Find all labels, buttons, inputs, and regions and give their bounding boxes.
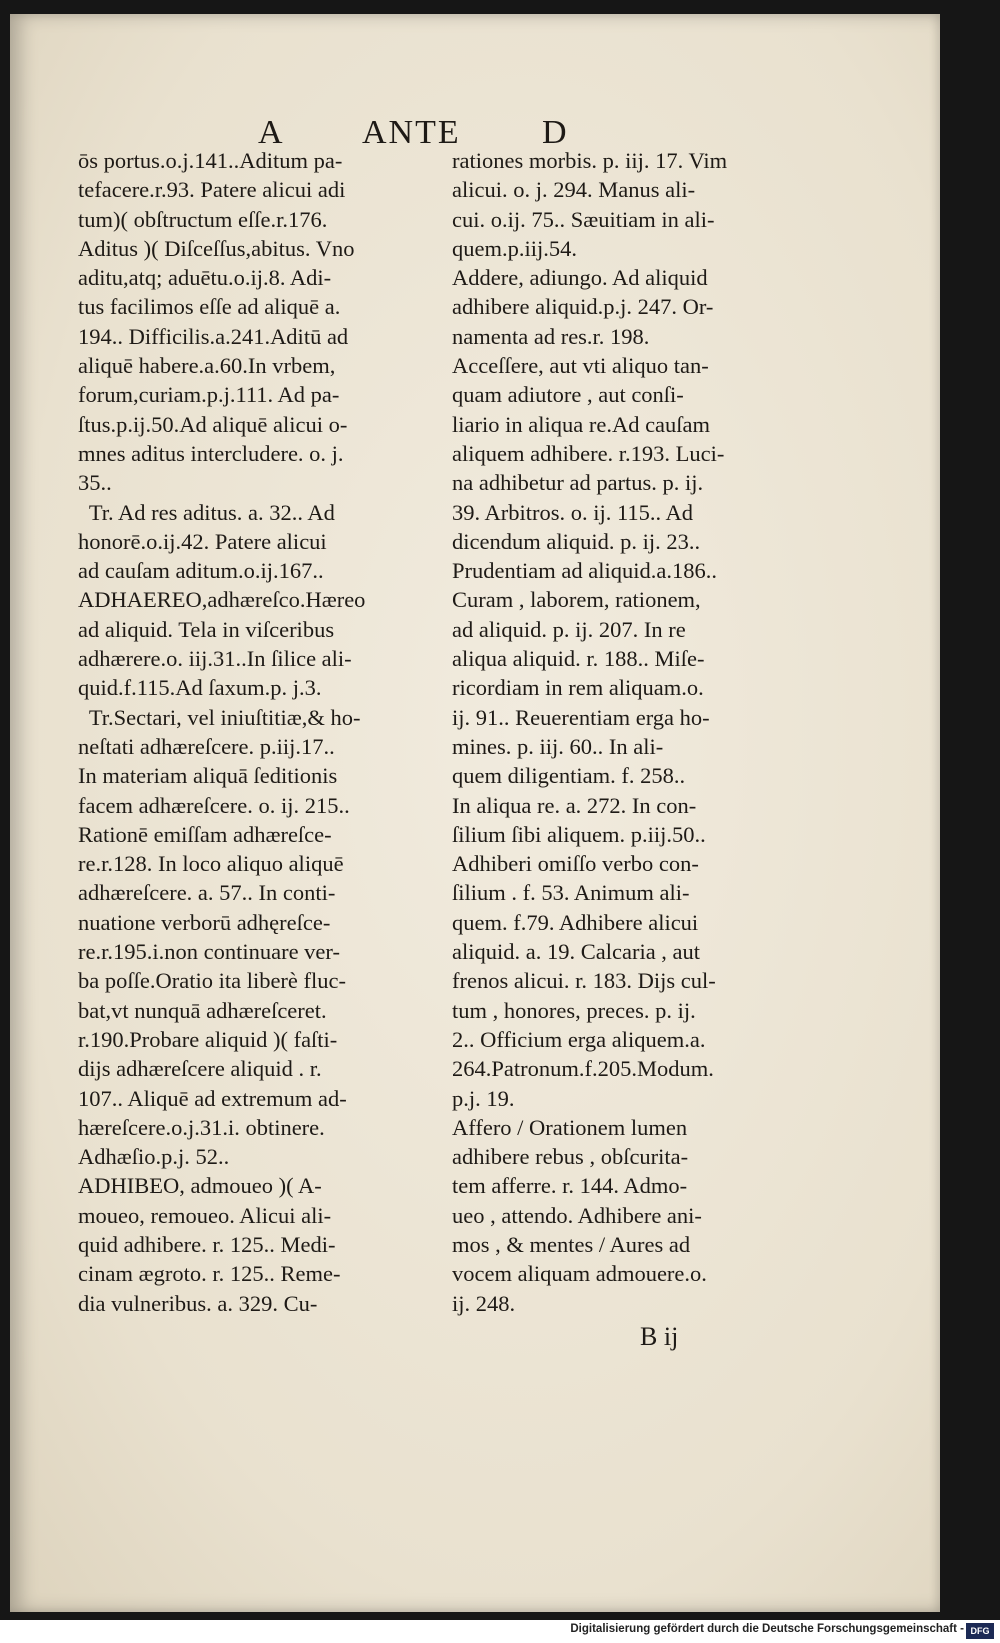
text-line: In materiam aliquā ſeditionis [78,763,338,789]
text-line: tum)( obſtructum eſſe.r.176. [78,206,328,232]
text-line: adhæreſcere. a. 57.. In conti- [78,880,336,906]
text-line: Rationē emiſſam adhæreſce- [78,821,332,847]
text-line: 35.. [78,470,112,496]
text-line: ADHAEREO,adhæreſco.Hæreo [78,587,366,613]
text-line: Addere, adiungo. Ad aliquid [452,265,708,291]
text-line: re.r.195.i.non continuare ver- [78,939,340,965]
text-line: forum,curiam.p.j.111. Ad pa- [78,382,340,408]
signature-mark: B ij [640,1322,679,1351]
text-line: quem. f.79. Adhibere alicui [452,909,699,935]
text-line: ueo , attendo. Adhibere ani- [452,1202,702,1228]
text-line: ADHIBEO, admoueo )( A- [78,1173,322,1199]
text-line: aliquē habere.a.60.In vrbem, [78,353,336,379]
text-line: Tr. Ad res aditus. a. 32.. Ad [78,499,335,525]
text-line: r.190.Probare aliquid )( faſti- [78,1026,338,1052]
text-line: hæreſcere.o.j.31.i. obtinere. [78,1114,325,1140]
text-line: Adhiberi omiſſo verbo con- [452,851,699,877]
header-center: ANTE [362,114,461,151]
text-line: na adhibetur ad partus. p. ij. [452,470,704,496]
text-line: mos , & mentes / Aures ad [452,1231,691,1257]
text-line: quid.f.115.Ad ſaxum.p. j.3. [78,675,322,701]
text-line: aditu,atq; aduētu.o.ij.8. Adi- [78,265,332,291]
text-line: ſilium . f. 53. Animum ali- [452,880,690,906]
text-line: Affero / Orationem lumen [452,1114,688,1140]
text-line: bat,vt nunquā adhæreſceret. [78,997,327,1023]
text-line: quem diligentiam. f. 258.. [452,763,686,789]
text-line: mines. p. iij. 60.. In ali- [452,733,664,759]
text-line: adhibere aliquid.p.j. 247. Or- [452,294,714,320]
text-line: p.j. 19. [452,1085,515,1111]
text-line: cui. o.ij. 75.. Sæuitiam in ali- [452,206,715,232]
text-line: quem.p.iij.54. [452,235,577,261]
text-line: neſtati adhæreſcere. p.iij.17.. [78,733,335,759]
right-column [452,146,814,1318]
text-line: 2.. Officium erga aliquem.a. [452,1026,706,1052]
text-line: ſtus.p.ij.50.Ad aliquē alicui o- [78,411,348,437]
text-line: alicui. o. j. 294. Manus ali- [452,177,696,203]
text-line: Curam , laborem, rationem, [452,587,701,613]
text-line: Adhæſio.p.j. 52.. [78,1144,230,1170]
text-line: frenos alicui. r. 183. Dijs cul- [452,968,716,994]
text-line: dia vulneribus. a. 329. Cu- [78,1290,318,1316]
header-right: D [542,114,569,151]
text-line: ōs portus.o.j.141..Aditum pa- [78,148,343,173]
text-line: tem afferre. r. 144. Admo- [452,1173,688,1199]
text-line: ſilium ſibi aliquem. p.iij.50.. [452,821,706,847]
header-left: A [258,114,285,151]
text-line: re.r.128. In loco aliquo aliquē [78,851,344,877]
text-line: tefacere.r.93. Patere alicui adi [78,177,346,203]
text-line: aliqua aliquid. r. 188.. Miſe- [452,646,705,672]
text-line: tum , honores, preces. p. ij. [452,997,696,1023]
text-line: namenta ad res.r. 198. [452,323,650,349]
text-line: In aliqua re. a. 272. In con- [452,792,697,818]
text-line: nuatione verborū adhęreſce- [78,909,331,935]
text-line: 194.. Difficilis.a.241.Aditū ad [78,323,349,349]
text-line: ad cauſam aditum.o.ij.167.. [78,558,324,584]
text-line: honorē.o.ij.42. Patere alicui [78,528,327,554]
text-line: adhærere.o. iij.31..In ſilice ali- [78,646,352,672]
text-line: ad aliquid. p. ij. 207. In re [452,616,686,642]
text-line: liario in aliqua re.Ad cauſam [452,411,711,437]
text-line: ba poſſe.Oratio ita liberè fluc- [78,968,347,994]
left-column [78,146,438,1318]
footer-credit: Digitalisierung gefördert durch die Deutsche Forschungsgemeinschaft - [570,1623,964,1635]
text-line: dicendum aliquid. p. ij. 23.. [452,528,701,554]
text-line: cinam ægroto. r. 125.. Reme- [78,1261,341,1287]
text-line: quam adiutore , aut conſi- [452,382,684,408]
text-line: 264.Patronum.f.205.Modum. [452,1056,714,1082]
text-line: quid adhibere. r. 125.. Medi- [78,1231,336,1257]
text-line: Prudentiam ad aliquid.a.186.. [452,558,717,584]
dfg-logo: DFG [966,1623,994,1639]
text-line: aliquem adhibere. r.193. Luci- [452,440,725,466]
text-line: ricordiam in rem aliquam.o. [452,675,704,701]
book-page [10,14,940,1612]
text-line: Acceſſere, aut vti aliquo tan- [452,353,709,379]
text-line: 107.. Aliquē ad extremum ad- [78,1085,347,1111]
text-line: mnes aditus intercludere. o. j. [78,440,344,466]
text-line: 39. Arbitros. o. ij. 115.. Ad [452,499,694,525]
text-line: vocem aliquam admouere.o. [452,1261,707,1287]
text-line: ij. 91.. Reuerentiam erga ho- [452,704,710,730]
text-line: ij. 248. [452,1290,516,1316]
footer-bar [0,1620,1000,1643]
text-line: Aditus )( Diſceſſus,abitus. Vno [78,235,355,261]
text-line: adhibere rebus , obſcurita- [452,1144,689,1170]
text-line: dijs adhæreſcere aliquid . r. [78,1056,322,1082]
text-line: tus facilimos eſſe ad aliquē a. [78,294,341,320]
text-line: rationes morbis. p. iij. 17. Vim [452,148,728,173]
text-line: facem adhæreſcere. o. ij. 215.. [78,792,350,818]
text-line: ad aliquid. Tela in viſceribus [78,616,335,642]
text-line: aliquid. a. 19. Calcaria , aut [452,939,701,965]
text-line: Tr.Sectari, vel iniuſtitiæ,& ho- [78,704,361,730]
text-line: moueo, remoueo. Alicui ali- [78,1202,332,1228]
